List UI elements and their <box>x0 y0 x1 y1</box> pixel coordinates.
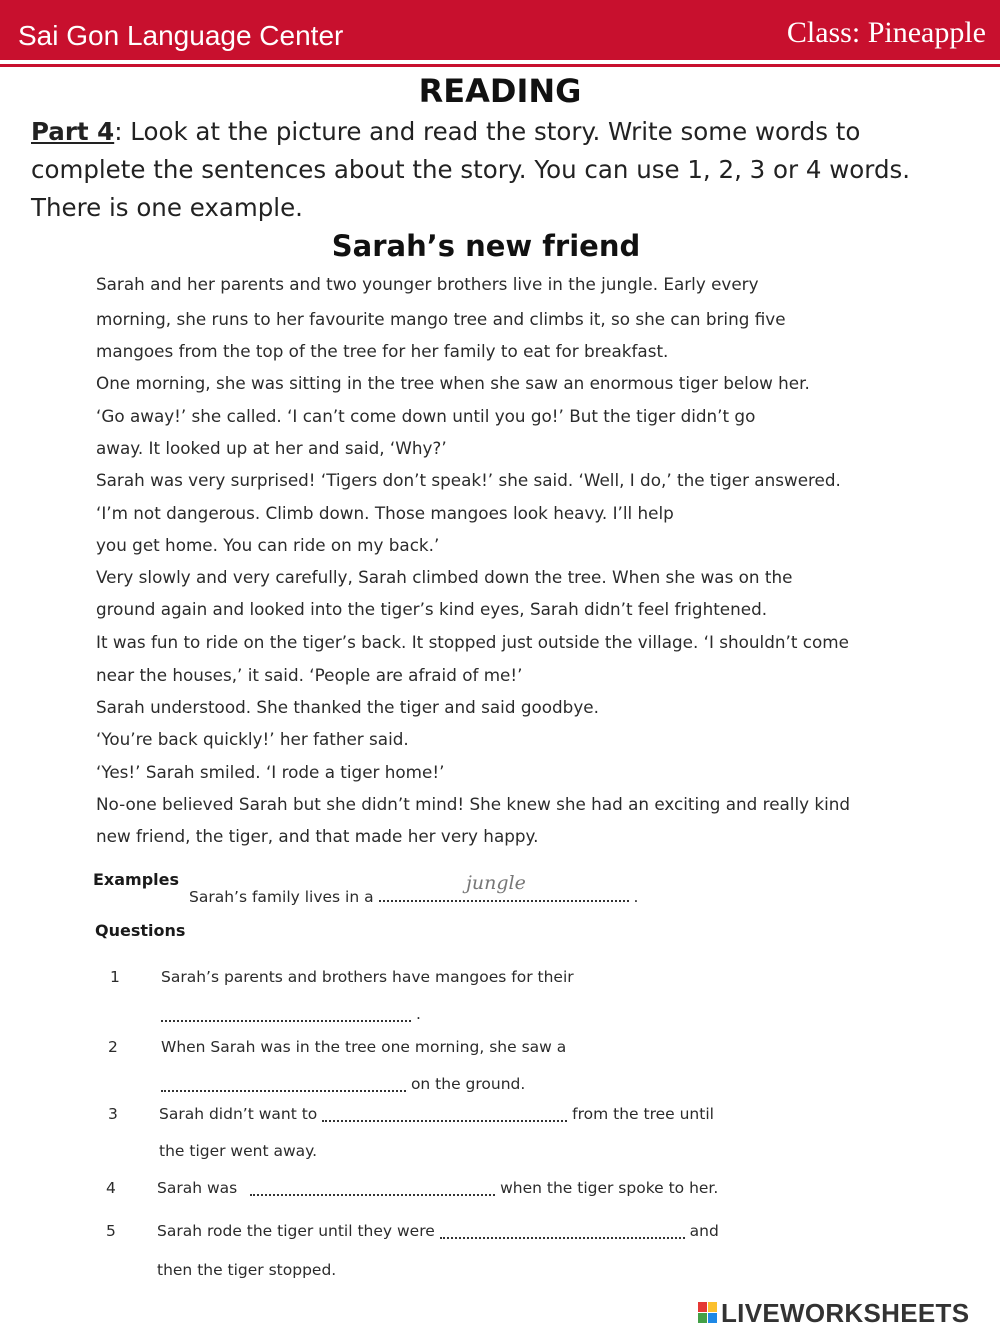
story-line: Sarah understood. She thanked the tiger and said goodbye. <box>96 697 599 717</box>
story-line: near the houses,’ it said. ‘People are afraid of me!’ <box>96 665 523 685</box>
story-line: you get home. You can ride on my back.’ <box>96 535 440 555</box>
question-after: and <box>689 1222 719 1240</box>
story-line: Sarah was very surprised! ‘Tigers don’t speak!’ she said. ‘Well, I do,’ the tiger answered. <box>96 470 841 490</box>
answer-5-input[interactable] <box>440 1225 685 1239</box>
story-line: mangoes from the top of the tree for her family to eat for breakfast. <box>96 341 669 361</box>
question-text <box>157 1222 719 1240</box>
question-text <box>159 1105 714 1123</box>
question-number: 1 <box>110 968 120 986</box>
story-line: One morning, she was sitting in the tree when she saw an enormous tiger below her. <box>96 373 810 393</box>
story-title: Sarah’s new friend <box>331 229 641 263</box>
instructions-text: : Look at the picture and read the story. Write some words to complete the sentences about the story. You can use 1, 2, 3 or 4 words. There is one example. <box>31 117 911 222</box>
question-text: Sarah’s parents and brothers have mangoes for their <box>161 968 574 986</box>
class-label: Class: Pineapple <box>786 16 986 49</box>
question-number: 3 <box>108 1105 118 1123</box>
question-text: When Sarah was in the tree one morning, she saw a <box>161 1038 567 1056</box>
center-name: Sai Gon Language Center <box>18 20 344 51</box>
story-line: new friend, the tiger, and that made her very happy. <box>96 826 539 846</box>
question-text <box>157 1179 718 1197</box>
examples-label: Examples <box>93 870 180 889</box>
story-line: ‘Yes!’ Sarah smiled. ‘I rode a tiger home!’ <box>96 762 445 782</box>
example-text: Sarah’s family lives in a <box>189 888 374 906</box>
answer-3-input[interactable] <box>322 1108 567 1122</box>
question-after: from the tree until <box>572 1105 714 1123</box>
liveworksheets-logo <box>698 1298 969 1328</box>
question-after: on the ground. <box>410 1075 526 1093</box>
story-line: Sarah and her parents and two younger brothers live in the jungle. Early every <box>96 274 759 294</box>
story-line: away. It looked up at her and said, ‘Why?’ <box>96 438 447 458</box>
story-line: No-one believed Sarah but she didn’t mind! She knew she had an exciting and really kind <box>96 794 851 814</box>
story-line: morning, she runs to her favourite mango tree and climbs it, so she can bring five <box>96 309 786 329</box>
story-line: It was fun to ride on the tiger’s back. It stopped just outside the village. ‘I shouldn’t come <box>96 632 849 652</box>
question-before: Sarah was <box>157 1179 238 1197</box>
question-before: Sarah didn’t want to <box>159 1105 318 1123</box>
header-bar <box>0 0 1000 60</box>
question-after: . <box>415 1005 421 1023</box>
question-line2: the tiger went away. <box>159 1142 318 1160</box>
part-label: Part 4 <box>31 117 115 146</box>
example-end: . <box>633 888 639 906</box>
example-sentence <box>189 888 638 906</box>
answer-1-input[interactable] <box>161 1008 411 1022</box>
question-line2: then the tiger stopped. <box>157 1261 337 1279</box>
page-title: READING <box>418 72 582 110</box>
question-number: 2 <box>108 1038 118 1056</box>
story-line: ground again and looked into the tiger’s kind eyes, Sarah didn’t feel frightened. <box>96 599 768 619</box>
answer-2-input[interactable] <box>161 1078 406 1092</box>
question-before: Sarah rode the tiger until they were <box>157 1222 435 1240</box>
question-line <box>161 1075 525 1093</box>
logo-text: LIVEWORKSHEETS <box>721 1297 970 1328</box>
questions-label: Questions <box>95 921 186 940</box>
story-line: ‘You’re back quickly!’ her father said. <box>96 729 409 749</box>
logo-icon <box>698 1302 718 1324</box>
answer-4-input[interactable] <box>250 1182 495 1196</box>
question-line <box>161 1005 421 1023</box>
story-line: ‘I’m not dangerous. Climb down. Those mangoes look heavy. I’ll help <box>96 503 674 523</box>
instructions <box>31 113 971 227</box>
question-after: when the tiger spoke to her. <box>500 1179 719 1197</box>
example-answer: jungle <box>466 872 526 894</box>
question-number: 5 <box>106 1222 116 1240</box>
story-line: Very slowly and very carefully, Sarah climbed down the tree. When she was on the <box>96 567 793 587</box>
header-divider <box>0 64 1000 67</box>
question-number: 4 <box>106 1179 116 1197</box>
story-line: ‘Go away!’ she called. ‘I can’t come down until you go!’ But the tiger didn’t go <box>96 406 756 426</box>
